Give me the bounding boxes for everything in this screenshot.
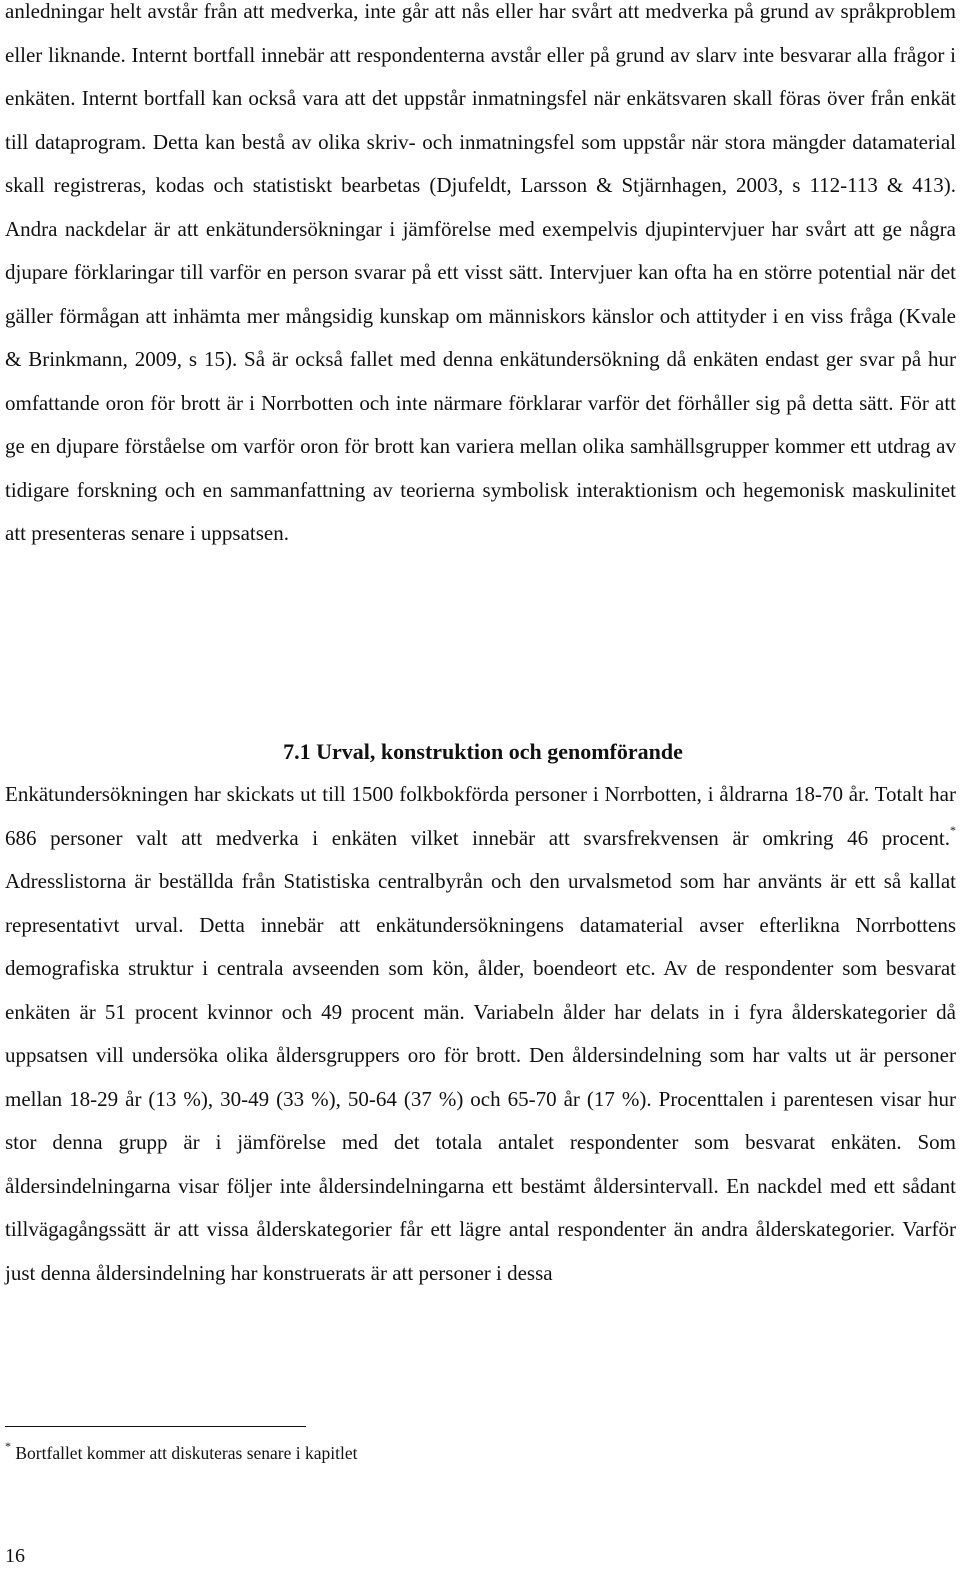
body-paragraph-2 [5, 773, 956, 1295]
footnote-mark: * [5, 1439, 11, 1453]
section-heading [0, 734, 960, 770]
footnote-text: Bortfallet kommer att diskuteras senare i kapitlet [11, 1443, 358, 1463]
footnote-divider [5, 1426, 306, 1427]
page-number: 16 [5, 1545, 25, 1567]
paragraph-2-part-2: Adresslistorna är beställda från Statistiska centralbyrån och den urvalsmetod som har använts är ett så kallat representativt urval. Detta innebär att enkätundersökningens datamaterial avser efterlikna Norrbottens demografiska struktur i centrala avseenden som kön, ålder, boendeort etc. Av de respondenter som besvarat enkäten är 51 procent kvinnor och 49 procent män. Variabeln ålder har delats in i fyra ålderskategorier då uppsatsen vill undersöka olika åldersgruppers oro för brott. Den åldersindelning som har valts ut är personer mellan 18-29 år (13 %), 30-49 (33 %), 50-64 (37 %) och 65-70 år (17 %). Procenttalen i parentesen visar hur stor denna grupp är i jämförelse med det totala antalet respondenter som besvarat enkäten. Som åldersindelningarna visar följer inte åldersindelningarna ett bestämt åldersintervall. En nackdel med ett sådant tillvägagångssätt är att vissa ålderskategorier får ett lägre antal respondenter än andra ålderskategorier. Varför just denna åldersindelning har konstruerats är att personer i dessa [5, 869, 956, 1285]
paragraph-2-part-1: Enkätundersökningen har skickats ut till 1500 folkbokförda personer i Norrbotten, i åldrarna 18-70 år. Totalt har 686 personer valt att medverka i enkäten vilket innebär att svarsfrekvensen är omkring 46 procent. [5, 782, 956, 850]
footnote [5, 1438, 358, 1468]
body-paragraph-1: anledningar helt avstår från att medverka, inte går att nås eller har svårt att medverka på grund av språkproblem eller liknande. Internt bortfall innebär att respondenterna avstår eller på grund av slarv inte besvarar alla frågor i enkäten. Internt bortfall kan också vara att det uppstår inmatningsfel när enkätsvaren skall föras över från enkät till dataprogram. Detta kan bestå av olika skriv- och inmatningsfel som uppstår när stora mängder datamaterial skall registreras, kodas och statistiskt bearbetas (Djufeldt, Larsson & Stjärnhagen, 2003, s 112-113 & 413). Andra nackdelar är att enkätundersökningar i jämförelse med exempelvis djupintervjuer har svårt att ge några djupare förklaringar till varför en person svarar på ett visst sätt. Intervjuer kan ofta ha en större potential när det gäller förmågan att inhämta mer mångsidig kunskap om människors känslor och attityder i en viss fråga (Kvale & Brinkmann, 2009, s 15). Så är också fallet med denna enkätundersökning då enkäten endast ger svar på hur omfattande oron för brott är i Norrbotten och inte närmare förklarar varför det förhåller sig på detta sätt. För att ge en djupare förståelse om varför oron för brott kan variera mellan olika samhällsgrupper kommer ett utdrag av tidigare forskning och en sammanfattning av teorierna symbolisk interaktionism och hegemonisk maskulinitet att presenteras senare i uppsatsen. [5, 0, 956, 545]
footnote-reference[interactable]: * [950, 822, 956, 837]
section-heading-text: 7.1 Urval, konstruktion och genomförande [283, 739, 683, 764]
